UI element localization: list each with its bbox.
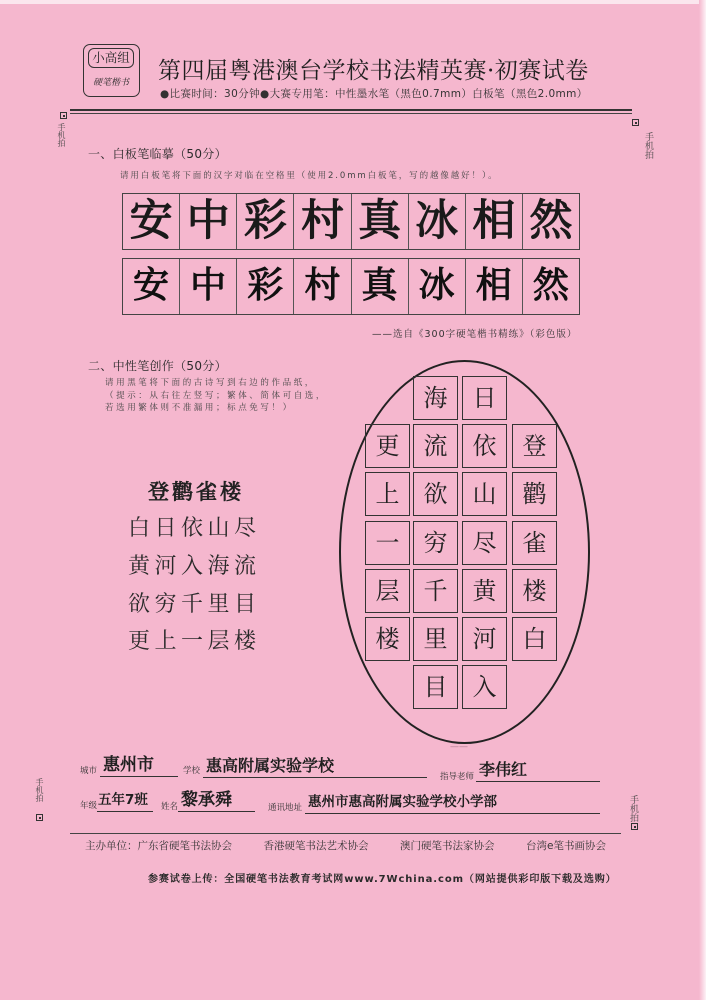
section1-source: ——选自《300字硬笔楷书精练》（彩色版） — [372, 329, 578, 340]
work-char-cell: 上 — [365, 472, 410, 516]
work-source-dash: —— — [450, 742, 468, 752]
model-char-cell: 相 — [466, 194, 523, 249]
model-char-cell: 彩 — [237, 194, 294, 249]
poem-line: 欲穷千里目 — [128, 592, 261, 617]
practice-char-cell: 彩 — [237, 259, 294, 314]
work-char-cell: 黄 — [462, 569, 507, 613]
phone-scan-mark: 手机拍 — [643, 132, 653, 159]
qr-code-icon — [632, 119, 639, 126]
model-char-cell: 冰 — [409, 194, 466, 249]
city-label: 城市 — [80, 766, 98, 776]
organizers-label: 主办单位： — [85, 840, 138, 852]
qr-code-icon — [631, 823, 638, 830]
work-char-cell: 更 — [365, 424, 410, 468]
work-char-cell: 欲 — [413, 472, 458, 516]
practice-char-cell: 安 — [123, 259, 180, 314]
phone-scan-mark: 手机拍 — [35, 778, 44, 802]
name-label: 姓名 — [161, 802, 179, 812]
work-char-cell: 千 — [413, 569, 458, 613]
footer-divider — [70, 833, 621, 834]
model-char-cell: 然 — [529, 196, 573, 246]
work-char-cell: 目 — [413, 665, 458, 709]
work-char-cell: 山 — [462, 472, 507, 516]
work-char-cell: 一 — [365, 521, 410, 565]
instruction-line: 若选用繁体则不准漏用；标点免写！） — [105, 403, 294, 413]
work-char-cell: 鹳 — [512, 472, 557, 516]
poem-line: 更上一层楼 — [128, 629, 261, 654]
teacher-label: 指导老师 — [440, 772, 475, 782]
work-char-cell: 日 — [462, 376, 507, 420]
badge-style-label: 硬笔楷书 — [92, 78, 129, 88]
organizer-name: 澳门硬笔书法家协会 — [400, 840, 495, 852]
teacher-field: 李伟红 — [476, 758, 600, 782]
practice-char-cell: 中 — [180, 259, 237, 314]
phone-scan-mark: 手机拍 — [628, 795, 638, 822]
poem-line: 白日依山尽 — [128, 516, 261, 541]
phone-scan-mark: 手机拍 — [57, 123, 66, 147]
school-label: 学校 — [183, 766, 201, 776]
organizers-line — [85, 838, 606, 853]
model-char-cell: 安 — [123, 194, 180, 249]
practice-char-cell: 相 — [466, 259, 523, 314]
organizer-name: 广东省硬笔书法协会 — [137, 840, 232, 852]
scan-edge-right — [699, 0, 706, 1000]
practice-char-cell: 冰 — [409, 259, 466, 314]
work-char-cell: 依 — [462, 424, 507, 468]
qr-code-icon — [60, 112, 67, 119]
instruction-line: （提示：从右往左竖写；繁体、简体可自选， — [105, 390, 328, 401]
work-char-cell: 穷 — [413, 521, 458, 565]
qr-code-icon — [36, 814, 43, 821]
header-divider — [70, 109, 632, 114]
poem-line: 黄河入海流 — [128, 554, 261, 579]
organizer-first — [85, 838, 232, 853]
practice-char-cell: 村 — [294, 259, 351, 314]
section2-heading: 二、中性笔创作（50分） — [88, 359, 227, 373]
name-field: 黎承舜 — [178, 788, 255, 812]
address-label: 通讯地址 — [268, 803, 303, 813]
work-char-cell: 流 — [413, 424, 458, 468]
section1-instruction: 请用白板笔将下面的汉字对临在空格里（使用2.0mm白板笔，写的越像越好！）。 — [120, 171, 499, 181]
grade-label: 年级 — [80, 801, 98, 811]
work-char-cell: 里 — [413, 617, 458, 661]
work-char-cell: 层 — [365, 569, 410, 613]
organizer-name: 台湾e笔书画协会 — [526, 840, 606, 852]
poem-title: 登鹳雀楼 — [148, 479, 244, 504]
city-field: 惠州市 — [100, 753, 178, 777]
section2-instruction — [105, 377, 327, 415]
work-char-cell: 雀 — [512, 521, 557, 565]
upload-note: 参赛试卷上传：全国硬笔书法教育考试网www.7Wchina.com（网站提供彩印版下载及选购） — [148, 874, 617, 885]
practice-char-cell: 然 — [532, 265, 569, 306]
scan-edge-top — [0, 0, 706, 4]
model-char-cell: 真 — [352, 194, 409, 249]
model-char-row — [122, 193, 580, 250]
work-char-cell: 楼 — [512, 569, 557, 613]
school-field: 惠高附属实验学校 — [203, 754, 427, 778]
work-char-cell: 海 — [413, 376, 458, 420]
practice-char-cell: 真 — [352, 259, 409, 314]
organizer-name: 香港硬笔书法艺术协会 — [263, 840, 369, 852]
work-char-cell: 楼 — [365, 617, 410, 661]
grade-field: 五年7班 — [97, 788, 153, 812]
work-char-cell: 尽 — [462, 521, 507, 565]
address-field: 惠州市惠高附属实验学校小学部 — [305, 790, 600, 814]
instruction-line: 请用黑笔将下面的古诗写到右边的作品纸， — [105, 378, 316, 388]
group-badge — [83, 44, 140, 97]
exam-rules-subtitle: ●比赛时间：30分钟●大赛专用笔：中性墨水笔（黑色0.7mm）白板笔（黑色2.0mm） — [160, 88, 588, 100]
model-char-cell: 村 — [294, 194, 351, 249]
model-char-cell: 中 — [180, 194, 237, 249]
work-char-cell: 入 — [462, 665, 507, 709]
badge-group-label: 小高组 — [88, 48, 134, 68]
work-char-cell: 河 — [462, 617, 507, 661]
section1-heading: 一、白板笔临摹（50分） — [88, 147, 227, 161]
practice-char-row — [122, 258, 580, 315]
work-char-cell: 登 — [512, 424, 557, 468]
work-char-cell: 白 — [512, 617, 557, 661]
page-title: 第四届粤港澳台学校书法精英赛·初赛试卷 — [158, 58, 589, 84]
